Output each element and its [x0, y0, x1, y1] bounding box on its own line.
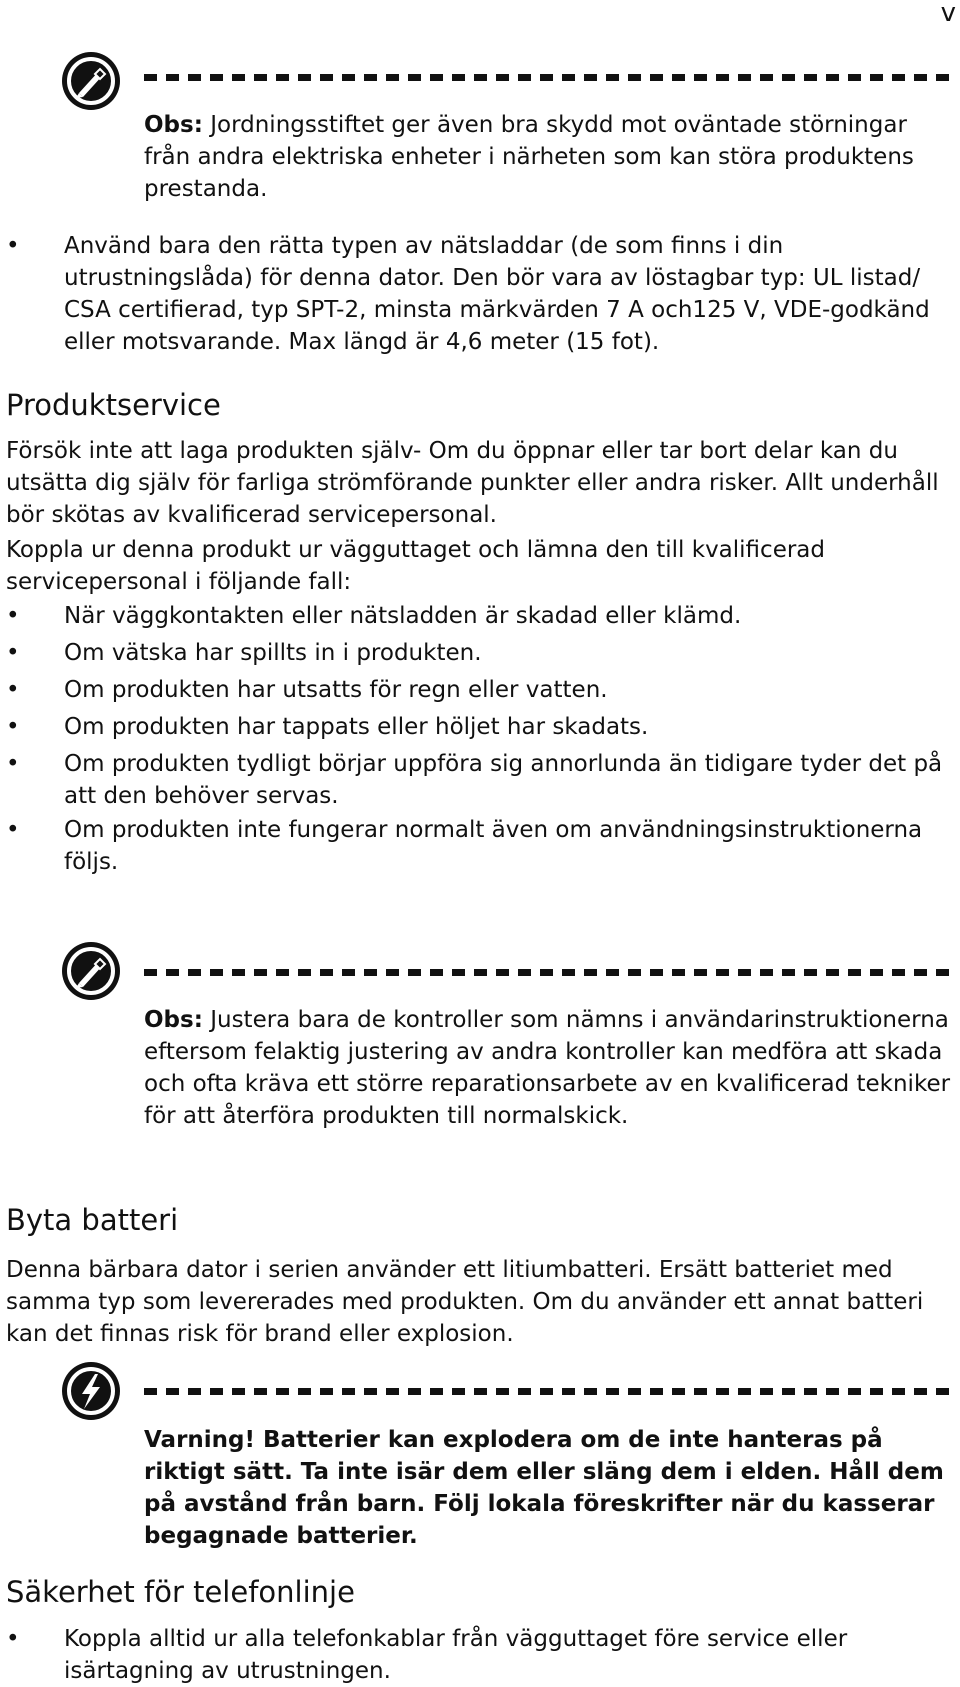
bullet-glyph: •: [6, 233, 20, 259]
warning-body: Batterier kan explodera om de inte hanteras på riktigt sätt. Ta inte isär dem eller släng dem i elden. Håll dem på avstånd från barn. Följ lokala föreskrifter när du kasserar begagnade batterier.: [144, 1427, 944, 1549]
paragraph-unplug: Koppla ur denna produkt ur vägguttaget och lämna den till kvalificerad servicepersonal i följande fall:: [6, 537, 825, 595]
warning-text: [144, 1424, 954, 1552]
bullet-glyph: •: [6, 640, 20, 666]
list-item-text: Om produkten har utsatts för regn eller vatten.: [64, 677, 608, 703]
list-item-text: Om vätska har spillts in i produkten.: [64, 640, 482, 666]
note-box-grounding: [56, 52, 954, 202]
lightning-warning-icon: [62, 1362, 120, 1420]
bullet-glyph: •: [6, 677, 20, 703]
paragraph-service-warning: Försök inte att laga produkten själv- Om du öppnar eller tar bort delar kan du utsätta dig själv för farliga strömförande punkter eller andra risker. Allt underhåll bör skötas av kvalificerad servicepersonal.: [6, 438, 939, 528]
note-body: Jordningsstiftet ger även bra skydd mot oväntade störningar från andra elektriska enheter i närheten som kan störa produktens prestanda.: [144, 112, 914, 202]
bullet-glyph: •: [6, 1626, 20, 1652]
bullet-glyph: •: [6, 751, 20, 777]
note-pen-icon: [62, 942, 120, 1000]
note-label: Obs:: [144, 1007, 203, 1033]
warning-label: Varning!: [144, 1427, 255, 1453]
list-item-text: Om produkten har tappats eller höljet har skadats.: [64, 714, 649, 740]
section-heading-produktservice: Produktservice: [6, 388, 221, 422]
paragraph-battery: Denna bärbara dator i serien använder ett litiumbatteri. Ersätt batteriet med samma typ som levererades med produkten. Om du använder ett annat batteri kan det finnas risk för brand eller explosion.: [6, 1257, 924, 1347]
note-pen-icon: [62, 52, 120, 110]
note-label: Obs:: [144, 112, 203, 138]
note-box-controls: [56, 942, 954, 1162]
section-heading-telefonlinje: Säkerhet för telefonlinje: [6, 1575, 355, 1609]
warning-divider: [144, 1388, 954, 1395]
bullet-glyph: •: [6, 603, 20, 629]
list-item-text: Använd bara den rätta typen av nätsladdar (de som finns i din utrustningslåda) för denna dator. Den bör vara av löstagbar typ: UL listad/ CSA certifierad, typ SPT-2, minsta märkvärden 7 A och125 V, VDE-godkänd eller motsvarande. Max längd är 4,6 meter (15 fot).: [64, 233, 930, 355]
note-divider: [144, 74, 954, 81]
page-number: v: [940, 0, 956, 28]
section-heading-byta-batteri: Byta batteri: [6, 1203, 179, 1237]
warning-box-battery: [56, 1362, 954, 1549]
list-item-text: Koppla alltid ur alla telefonkablar från vägguttaget före service eller isärtagning av utrustningen.: [64, 1626, 848, 1684]
bullet-glyph: •: [6, 714, 20, 740]
note-body: Justera bara de kontroller som nämns i användarinstruktionerna eftersom felaktig justering av andra kontroller kan medföra att skada och ofta kräva ett större reparationsarbete av en kvalificerad tekniker för att återföra produkten till normalskick.: [144, 1007, 951, 1129]
note-text: [144, 109, 954, 205]
note-text: [144, 1004, 954, 1132]
note-divider: [144, 969, 954, 976]
list-item-text: När väggkontakten eller nätsladden är skadad eller klämd.: [64, 603, 742, 629]
list-item-text: Om produkten inte fungerar normalt även om användningsinstruktionerna följs.: [64, 817, 923, 875]
bullet-glyph: •: [6, 817, 20, 843]
list-item-text: Om produkten tydligt börjar uppföra sig annorlunda än tidigare tyder det på att den behöver servas.: [64, 751, 943, 809]
